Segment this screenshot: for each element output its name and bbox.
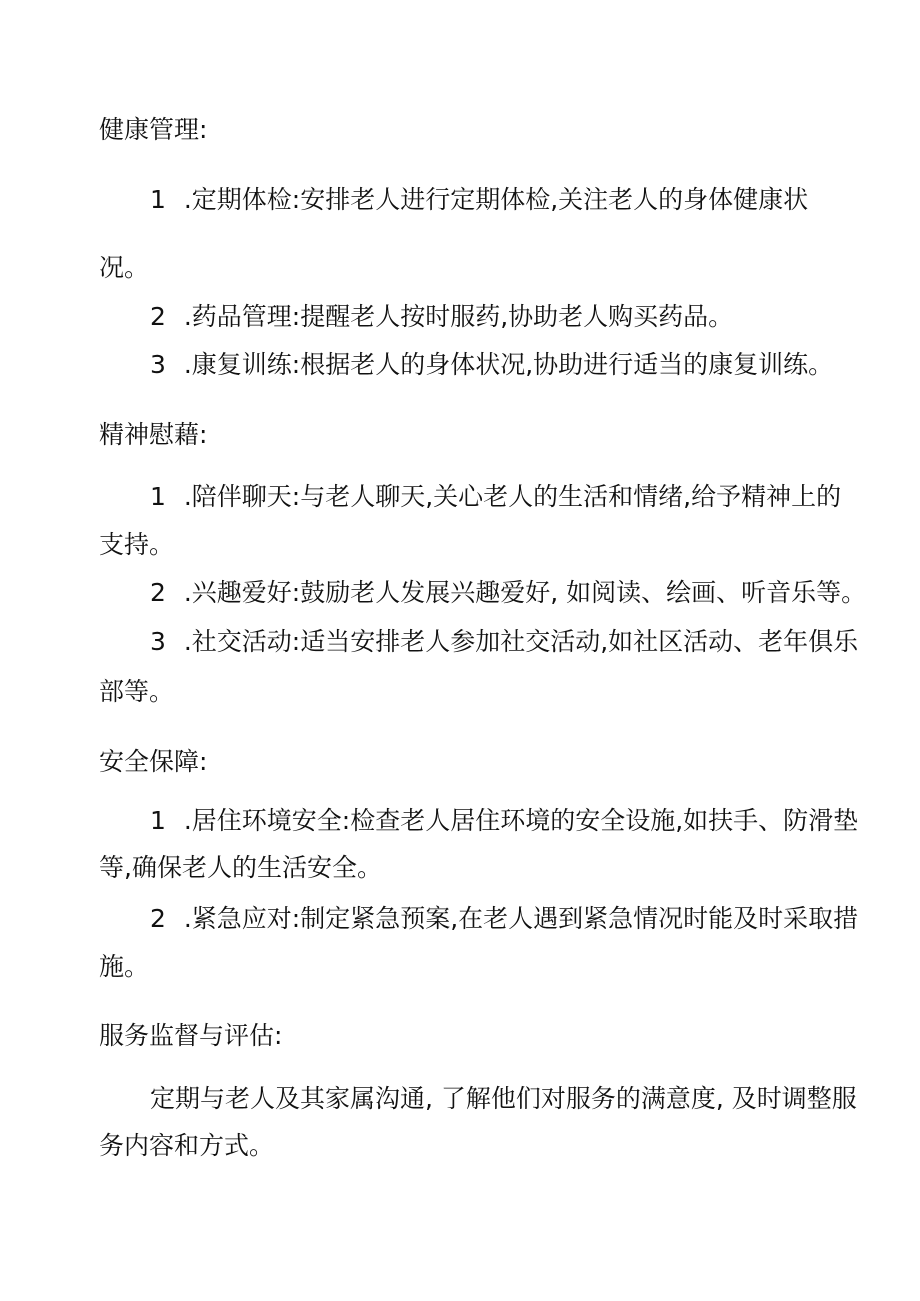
- section-heading-health: 健康管理:: [99, 115, 208, 144]
- list-item-medication: [150, 302, 733, 332]
- paragraph-continuation: 务内容和方式。: [99, 1131, 275, 1160]
- list-item-social: [150, 627, 858, 657]
- list-item-regular-checkup: [150, 185, 808, 215]
- paragraph-supervision: 定期与老人及其家属沟通, 了解他们对服务的满意度, 及时调整服: [150, 1084, 857, 1113]
- item-text: .兴趣爱好:鼓励老人发展兴趣爱好, 如阅读、绘画、听音乐等。: [183, 578, 867, 607]
- item-text: .陪伴聊天:与老人聊天,关心老人的生活和情绪,给予精神上的: [183, 482, 842, 511]
- section-heading-supervision: 服务监督与评估:: [99, 1021, 283, 1050]
- list-item-continuation: 等,确保老人的生活安全。: [99, 853, 382, 882]
- list-item-companionship: [150, 482, 841, 512]
- item-number: 2: [150, 904, 166, 933]
- item-number: 1: [150, 185, 166, 214]
- list-item-continuation: 部等。: [99, 677, 175, 706]
- item-number: 3: [150, 627, 166, 656]
- item-text: .药品管理:提醒老人按时服药,协助老人购买药品。: [183, 302, 734, 331]
- item-number: 3: [150, 350, 166, 379]
- item-number: 1: [150, 482, 166, 511]
- list-item-continuation: 施。: [99, 952, 150, 981]
- list-item-hobbies: [150, 578, 866, 608]
- list-item-continuation: 况。: [99, 253, 150, 282]
- list-item-emergency: [150, 904, 858, 934]
- item-text: .紧急应对:制定紧急预案,在老人遇到紧急情况时能及时采取措: [183, 904, 859, 933]
- list-item-rehab: [150, 350, 833, 380]
- item-text: .定期体检:安排老人进行定期体检,关注老人的身体健康状: [183, 185, 809, 214]
- list-item-living-safety: [150, 806, 858, 836]
- item-text: .康复训练:根据老人的身体状况,协助进行适当的康复训练。: [183, 350, 834, 379]
- item-number: 1: [150, 806, 166, 835]
- list-item-continuation: 支持。: [99, 530, 175, 559]
- section-heading-safety: 安全保障:: [99, 747, 208, 776]
- item-text: .居住环境安全:检查老人居住环境的安全设施,如扶手、防滑垫: [183, 806, 859, 835]
- item-text: .社交活动:适当安排老人参加社交活动,如社区活动、老年俱乐: [183, 627, 859, 656]
- item-number: 2: [150, 578, 166, 607]
- item-number: 2: [150, 302, 166, 331]
- section-heading-spiritual: 精神慰藉:: [99, 420, 208, 449]
